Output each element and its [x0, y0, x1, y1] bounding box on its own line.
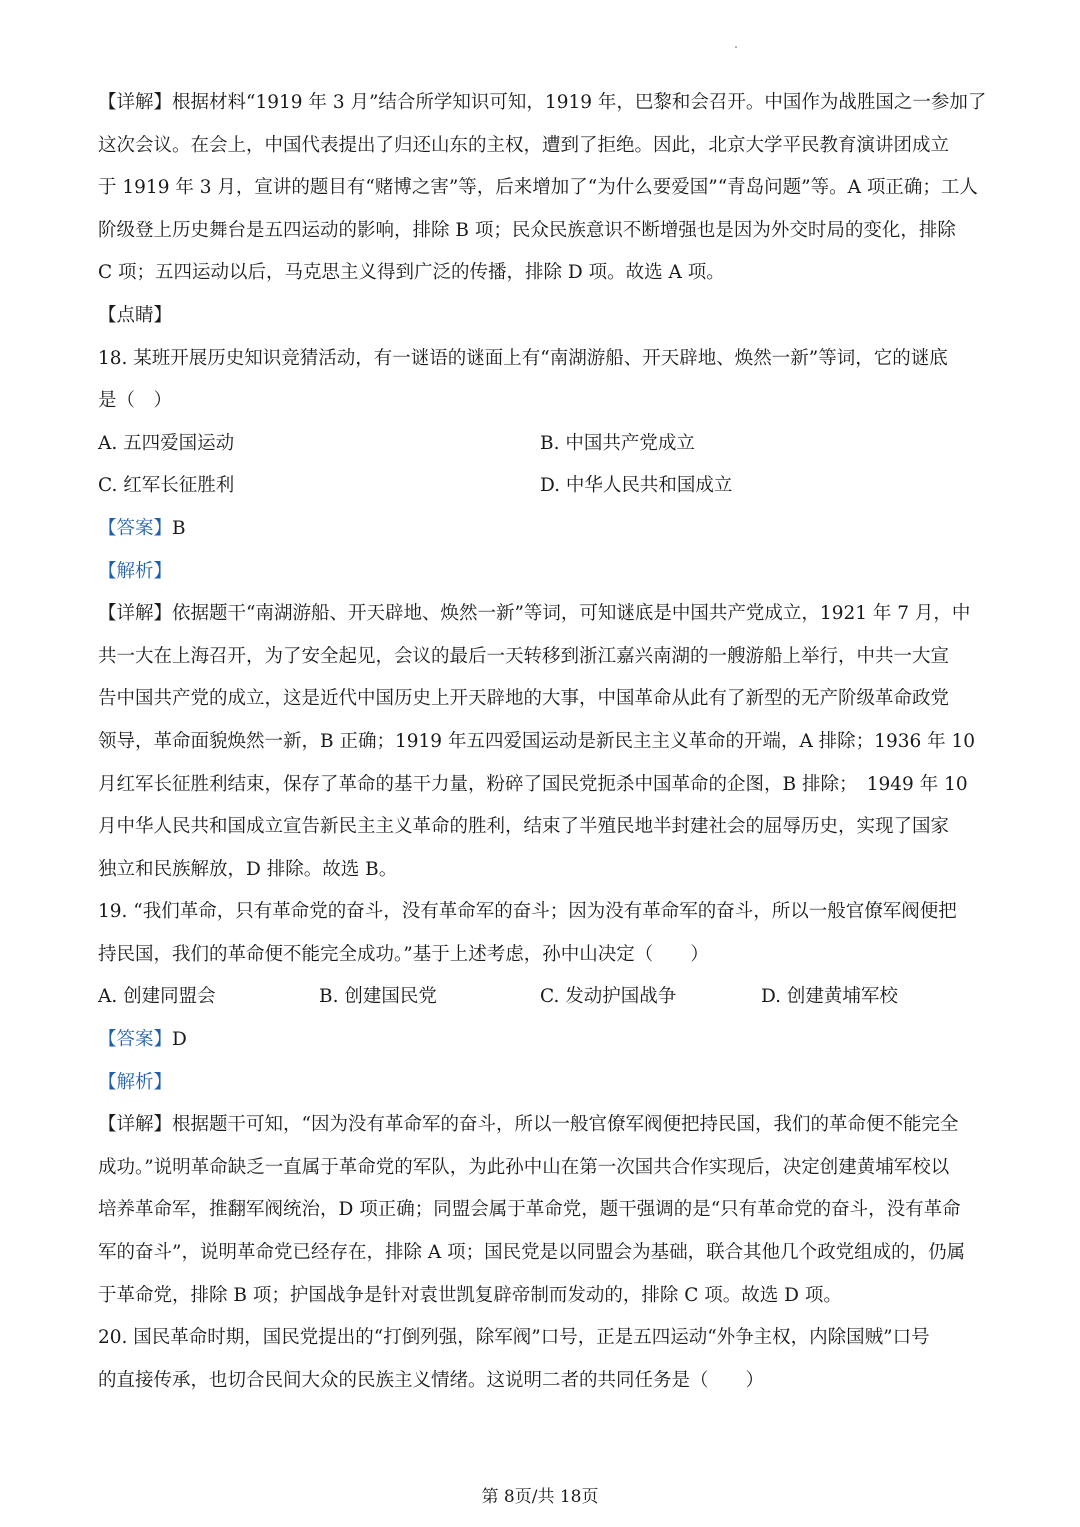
q17-detail-line: 【详解】根据材料“1919 年 3 月”结合所学知识可知，1919 年，巴黎和会召开。中国作为战胜国之一参加了 [98, 92, 987, 113]
q19-detail-line: 成功。”说明革命缺乏一直属于革命党的军队，为此孙中山在第一次国共合作实现后，决定创建黄埔军校以 [98, 1156, 950, 1178]
q18-stem-line: 是（ ） [98, 390, 173, 412]
q19-answer [98, 1019, 982, 1062]
option-b: B. 创建国民党 [319, 986, 437, 1008]
scan-speck [735, 46, 737, 48]
q19-detail-line: 培养革命军，推翻军阀统治，D 项正确；同盟会属于革命党，题干强调的是“只有革命党的奋斗，没有革命 [98, 1199, 961, 1221]
q17-detail-line: 于 1919 年 3 月，宣讲的题目有“赌博之害”等，后来增加了“为什么要爱国”“青岛问题”等。A 项正确；工人 [98, 177, 978, 199]
q18-detail-line: 告中国共产党的成立，这是近代中国历史上开天辟地的大事，中国革命从此有了新型的无产阶级革命政党 [98, 688, 950, 710]
analysis-tag: 【解析】 [98, 1071, 173, 1093]
q20-stem-line: 20. 国民革命时期，国民党提出的“打倒列强，除军阀”口号，正是五四运动“外争主权，内除国贼”口号 [98, 1327, 930, 1349]
q18-options-row [98, 465, 982, 508]
q17-detail-line: 阶级登上历史舞台是五四运动的影响，排除 B 项；民众民族意识不断增强也是因为外交时局的变化，排除 [98, 219, 956, 241]
answer-tag: 【答案】 [98, 1029, 173, 1051]
q18-detail-line: 独立和民族解放，D 排除。故选 B。 [98, 858, 398, 880]
option-a: A. 五四爱国运动 [98, 432, 235, 454]
option-c: C. 红军长征胜利 [98, 475, 235, 497]
page-footer: 第 8页/共 18页 [481, 1487, 599, 1507]
option-d: D. 创建黄埔军校 [761, 986, 898, 1008]
q18-answer [98, 508, 982, 551]
q19-detail-line: 于革命党，排除 B 项；护国战争是针对袁世凯复辟帝制而发动的，排除 C 项。故选 D 项。 [98, 1284, 842, 1306]
q19-stem-line: 19. “我们革命，只有革命党的奋斗，没有革命军的奋斗；因为没有革命军的奋斗，所以一般官僚军阀便把 [98, 901, 957, 923]
q17-detail-line: C 项；五四运动以后，马克思主义得到广泛的传播，排除 D 项。故选 A 项。 [98, 262, 725, 284]
option-d: D. 中华人民共和国成立 [540, 475, 733, 497]
q19-stem-line: 持民国，我们的革命便不能完全成功。”基于上述考虑，孙中山决定（ ） [98, 943, 709, 965]
option-a: A. 创建同盟会 [98, 986, 216, 1008]
option-b: B. 中国共产党成立 [540, 432, 695, 454]
q18-detail-line: 【详解】依据题干“南湖游船、开天辟地、焕然一新”等词，可知谜底是中国共产党成立，1921 年 7 月，中 [98, 603, 971, 625]
q18-detail-line: 领导，革命面貌焕然一新，B 正确；1919 年五四爱国运动是新民主主义革命的开端，A 排除；1936 年 10 [98, 730, 976, 752]
q18-detail-line: 月红军长征胜利结束，保存了革命的基干力量，粉碎了国民党扼杀中国革命的企图，B 排除； 1949 年 10 [98, 773, 968, 795]
answer-tag: 【答案】 [98, 517, 173, 539]
detail-tag: 【详解】 [98, 603, 173, 625]
q18-detail-line: 共一大在上海召开，为了安全起见，会议的最后一天转移到浙江嘉兴南湖的一艘游船上举行，中共一大宣 [98, 645, 950, 667]
option-c: C. 发动护国战争 [540, 986, 677, 1008]
q19-detail-line: 【详解】根据题干可知，“因为没有革命军的奋斗，所以一般官僚军阀便把持民国，我们的革命便不能完全 [98, 1114, 959, 1136]
document-page [98, 82, 987, 1402]
q19-options-row [98, 976, 982, 1019]
answer-value: D [172, 1029, 187, 1051]
q18-options-row [98, 423, 982, 466]
point-tag: 【点睛】 [98, 304, 173, 326]
detail-tag: 【详解】 [98, 1114, 173, 1136]
q19-detail-line: 军的奋斗”，说明革命党已经存在，排除 A 项；国民党是以同盟会为基础，联合其他几个政党组成的，仍属 [98, 1242, 966, 1264]
q17-detail-line: 这次会议。在会上，中国代表提出了归还山东的主权，遭到了拒绝。因此，北京大学平民教育演讲团成立 [98, 134, 950, 156]
detail-tag: 【详解】 [98, 92, 173, 113]
analysis-tag: 【解析】 [98, 560, 173, 582]
q18-stem-line: 18. 某班开展历史知识竞猜活动，有一谜语的谜面上有“南湖游船、开天辟地、焕然一新”等词，它的谜底 [98, 347, 948, 369]
answer-value: B [172, 517, 186, 539]
q18-detail-line: 月中华人民共和国成立宣告新民主主义革命的胜利，结束了半殖民地半封建社会的屈辱历史，实现了国家 [98, 816, 950, 838]
q20-stem-line: 的直接传承，也切合民间大众的民族主义情绪。这说明二者的共同任务是（ ） [98, 1369, 765, 1391]
